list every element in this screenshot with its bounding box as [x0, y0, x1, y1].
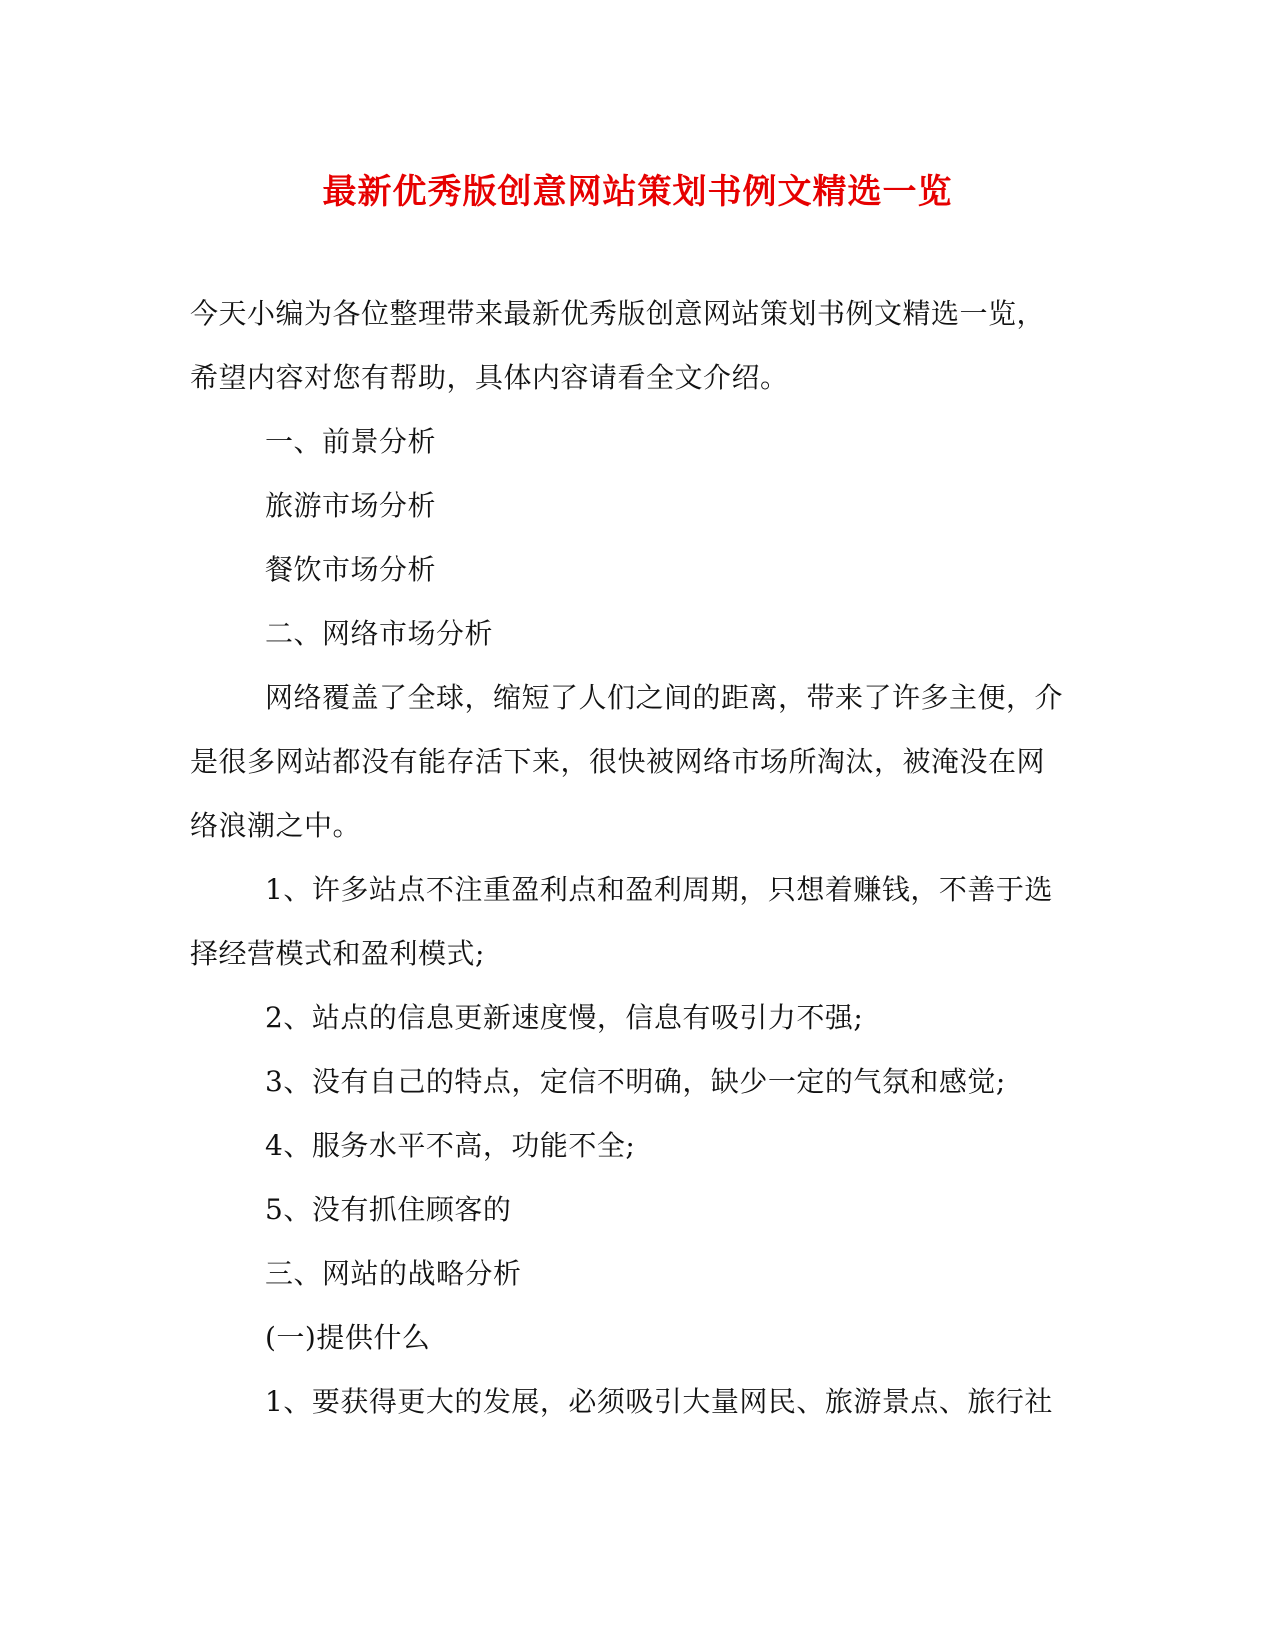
text-line: 络浪潮之中。	[190, 809, 362, 842]
text-line: 1、许多站点不注重盈利点和盈利周期，只想着赚钱，不善于选	[265, 873, 1053, 906]
document-title: 最新优秀版创意网站策划书例文精选一览	[322, 172, 953, 212]
text-line: 希望内容对您有帮助，具体内容请看全文介绍。	[190, 361, 789, 394]
text-line: 4、服务水平不高，功能不全;	[265, 1129, 636, 1162]
text-line: 一、前景分析	[265, 425, 437, 458]
text-line: 1、要获得更大的发展，必须吸引大量网民、旅游景点、旅行社	[265, 1385, 1053, 1418]
text-line: 是很多网站都没有能存活下来，很快被网络市场所淘汰，被淹没在网	[190, 745, 1046, 778]
text-line: 三、网站的战略分析	[265, 1257, 522, 1290]
text-line: 二、网络市场分析	[265, 617, 494, 650]
text-line: 3、没有自己的特点，定信不明确，缺少一定的气氛和感觉;	[265, 1065, 1006, 1098]
text-line: 餐饮市场分析	[265, 553, 437, 586]
text-line: 择经营模式和盈利模式;	[190, 937, 485, 970]
text-line: (一)提供什么	[265, 1321, 431, 1354]
text-line: 网络覆盖了全球，缩短了人们之间的距离，带来了许多主便，介	[265, 681, 1064, 714]
text-line: 2、站点的信息更新速度慢，信息有吸引力不强;	[265, 1001, 864, 1034]
text-line: 5、没有抓住顾客的	[265, 1193, 512, 1226]
text-line: 今天小编为各位整理带来最新优秀版创意网站策划书例文精选一览，	[190, 297, 1046, 330]
document-body	[190, 282, 1090, 1434]
text-line: 旅游市场分析	[265, 489, 437, 522]
